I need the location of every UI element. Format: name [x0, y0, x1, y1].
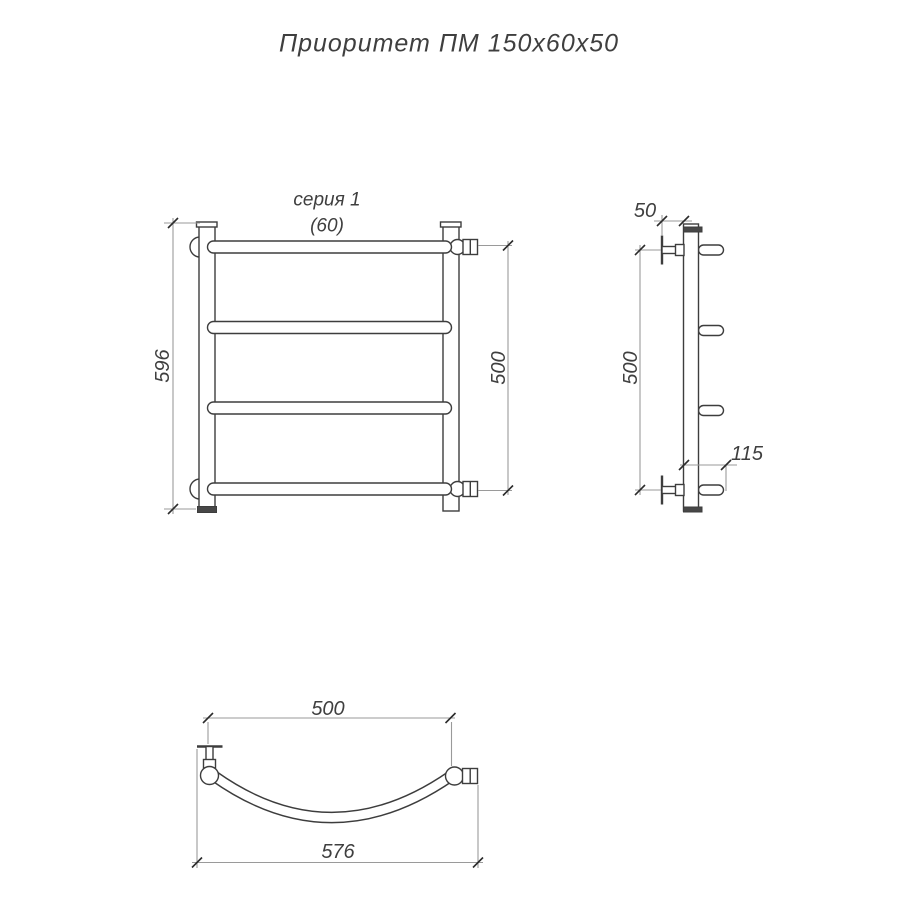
bottom-dim-576-label: 576: [321, 841, 355, 863]
side-bracket-top: [662, 236, 684, 265]
side-post: [684, 224, 699, 511]
side-pin-1: [699, 245, 724, 255]
side-dim-500-label: 500: [620, 351, 642, 385]
bottom-bracket: [197, 747, 223, 769]
front-dim-500-label: 500: [488, 351, 510, 385]
front-view-drawing: [164, 215, 513, 514]
page-title: Приоритет ПМ 150х60х50: [278, 29, 620, 58]
side-pin-2: [699, 326, 724, 336]
front-right-post: [443, 224, 459, 511]
front-bar-3: [208, 402, 452, 414]
bottom-dim-500-label: 500: [311, 698, 345, 720]
front-right-post-cap: [441, 222, 462, 227]
side-view-drawing: [635, 215, 737, 512]
front-width-note: (60): [310, 215, 344, 237]
side-dim-115-label: 115: [731, 443, 763, 465]
front-left-post: [199, 224, 215, 511]
front-left-post-bottom-cap: [198, 507, 217, 513]
side-pin-3: [699, 406, 724, 416]
front-series-label: серия 1: [293, 189, 361, 211]
side-bracket-bottom: [662, 476, 684, 505]
front-bar-4: [208, 483, 452, 495]
side-post-bottom-cap: [684, 507, 703, 512]
bottom-right-post-section: [446, 767, 464, 785]
side-pin-4: [699, 485, 724, 495]
front-bar-1: [208, 241, 452, 253]
front-bar-2: [208, 322, 452, 334]
side-post-top-cap: [684, 227, 703, 232]
bottom-left-post-section: [201, 767, 219, 785]
bottom-dim-500: [203, 713, 456, 766]
side-dim-50-label: 50: [633, 200, 657, 222]
front-dim-596-label: 596: [152, 349, 174, 383]
